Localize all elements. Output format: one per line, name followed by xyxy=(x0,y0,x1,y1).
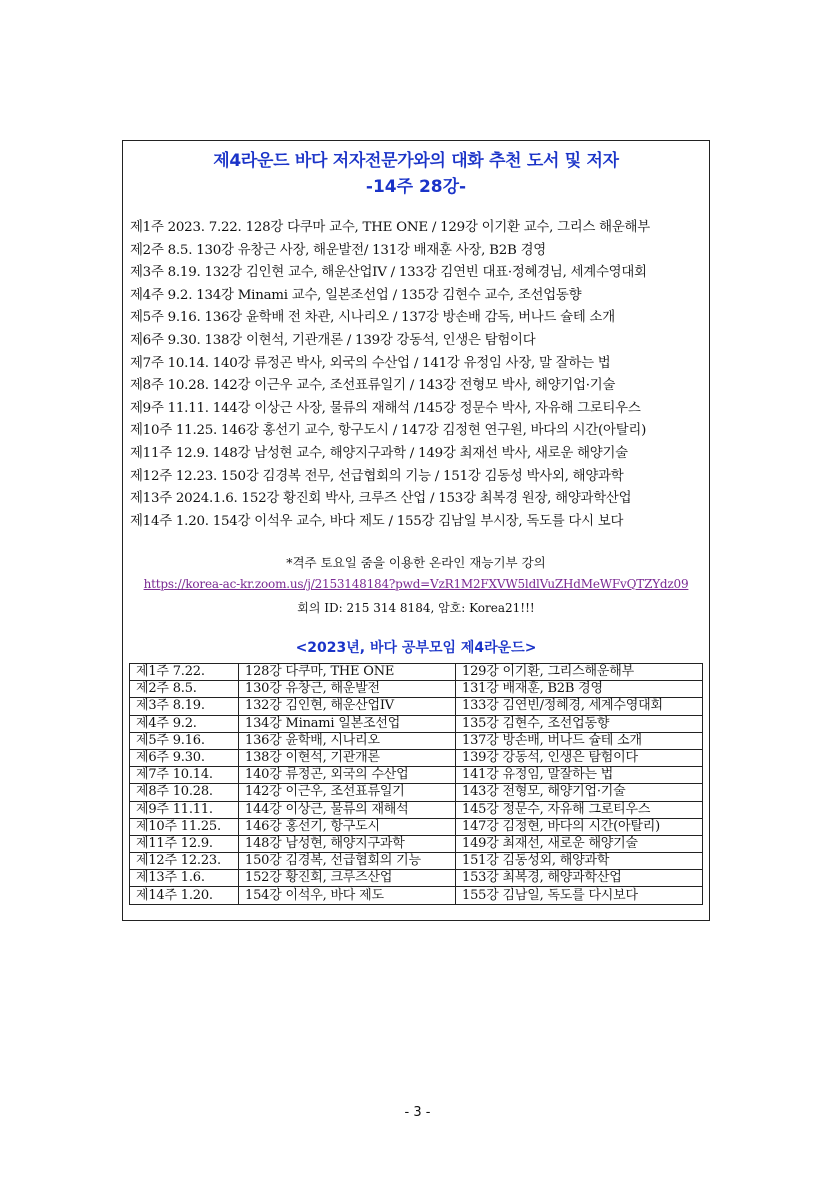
lecture-b-cell: 153강 최복경, 해양과학산업 xyxy=(456,870,703,887)
schedule-line: 제13주 2024.1.6. 152강 황진회 박사, 크루즈 산업 / 153강 최복경 원장, 해양과학산업 xyxy=(130,491,632,507)
week-cell: 제5주 9.16. xyxy=(130,732,239,749)
lecture-a-cell: 130강 유창근, 해운발전 xyxy=(239,681,456,698)
table-row xyxy=(130,835,703,852)
table-row xyxy=(130,870,703,887)
zoom-link-row xyxy=(123,576,709,591)
table-row xyxy=(130,767,703,784)
table-row xyxy=(130,784,703,801)
table-row xyxy=(130,698,703,715)
week-cell: 제11주 12.9. xyxy=(130,835,239,852)
document-subtitle: -14주 28강- xyxy=(365,177,467,197)
week-cell: 제2주 8.5. xyxy=(130,681,239,698)
week-cell: 제9주 11.11. xyxy=(130,801,239,818)
lecture-b-cell: 129강 이기환, 그리스해운해부 xyxy=(456,664,703,681)
lecture-b-cell: 141강 유정임, 말잘하는 법 xyxy=(456,767,703,784)
schedule-table xyxy=(129,663,703,905)
schedule-line: 제1주 2023. 7.22. 128강 다쿠마 교수, THE ONE / 129강 이기환 교수, 그리스 해운해부 xyxy=(130,220,650,235)
lecture-b-cell: 145강 정문수, 자유해 그로티우스 xyxy=(456,801,703,818)
week-cell: 제12주 12.23. xyxy=(130,853,239,870)
lecture-b-cell: 143강 전형모, 해양기업·기술 xyxy=(456,784,703,801)
lecture-b-cell: 151강 김동성외, 해양과학 xyxy=(456,853,703,870)
schedule-line: 제14주 1.20. 154강 이석우 교수, 바다 제도 / 155강 김남일 부시장, 독도를 다시 보다 xyxy=(130,513,624,529)
lecture-b-cell: 137강 방손배, 버나드 슐테 소개 xyxy=(456,732,703,749)
schedule-line: 제12주 12.23. 150강 김경복 전무, 선급협회의 기능 / 151강 김동성 박사외, 해양과학 xyxy=(130,468,624,484)
lecture-a-cell: 134강 Minami 일본조선업 xyxy=(239,715,456,732)
document-title: 제4라운드 바다 저자전문가와의 대화 추천 도서 및 저자 xyxy=(213,151,619,171)
lecture-b-cell: 139강 강동석, 인생은 탐험이다 xyxy=(456,749,703,766)
document-frame xyxy=(122,140,710,921)
week-cell: 제14주 1.20. xyxy=(130,887,239,904)
schedule-line: 제10주 11.25. 146강 홍선기 교수, 항구도시 / 147강 김정현 연구원, 바다의 시간(아탈리) xyxy=(130,423,647,439)
schedule-line: 제6주 9.30. 138강 이현석, 기관개론 / 139강 강동석, 인생은 탐험이다 xyxy=(130,332,536,348)
schedule-line: 제9주 11.11. 144강 이상근 사장, 물류의 재해석 /145강 정문수 박사, 자유해 그로티우스 xyxy=(130,400,641,416)
week-cell: 제10주 11.25. xyxy=(130,818,239,835)
lecture-b-cell: 135강 김현수, 조선업동향 xyxy=(456,715,703,732)
lecture-b-cell: 131강 배재훈, B2B 경영 xyxy=(456,681,703,698)
table-row xyxy=(130,664,703,681)
lecture-a-cell: 128강 다쿠마, THE ONE xyxy=(239,664,456,681)
week-cell: 제13주 1.6. xyxy=(130,870,239,887)
schedule-line: 제2주 8.5. 130강 유창근 사장, 해운발전/ 131강 배재훈 사장, B2B 경영 xyxy=(130,242,546,258)
schedule-line: 제7주 10.14. 140강 류정곤 박사, 외국의 수산업 / 141강 유정임 사장, 말 잘하는 법 xyxy=(130,355,611,371)
table-row xyxy=(130,887,703,904)
schedule-line: 제5주 9.16. 136강 윤학배 전 차관, 시나리오 / 137강 방손배 감독, 버나드 슐테 소개 xyxy=(130,310,615,326)
lecture-b-cell: 149강 최재선, 새로운 해양기술 xyxy=(456,835,703,852)
lecture-a-cell: 150강 김경복, 선급협회의 기능 xyxy=(239,853,456,870)
table-row xyxy=(130,801,703,818)
meeting-info: 회의 ID: 215 314 8184, 암호: Korea21!!! xyxy=(297,601,535,615)
page-number: - 3 - xyxy=(404,1105,431,1120)
week-cell: 제7주 10.14. xyxy=(130,767,239,784)
table-row xyxy=(130,749,703,766)
lecture-b-cell: 155강 김남일, 독도를 다시보다 xyxy=(456,887,703,904)
week-cell: 제3주 8.19. xyxy=(130,698,239,715)
schedule-line: 제8주 10.28. 142강 이근우 교수, 조선표류일기 / 143강 전형모 박사, 해양기업·기술 xyxy=(130,378,616,394)
table-row xyxy=(130,853,703,870)
schedule-line: 제3주 8.19. 132강 김인현 교수, 해운산업IV / 133강 김연빈 대표·정혜경님, 세계수영대회 xyxy=(130,265,647,281)
lecture-b-cell: 147강 김정현, 바다의 시간(아탈리) xyxy=(456,818,703,835)
online-notice: *격주 토요일 줌을 이용한 온라인 재능기부 강의 xyxy=(286,555,546,570)
lecture-a-cell: 140강 류정곤, 외국의 수산업 xyxy=(239,767,456,784)
week-cell: 제1주 7.22. xyxy=(130,664,239,681)
schedule-line: 제4주 9.2. 134강 Minami 교수, 일본조선업 / 135강 김현수 교수, 조선업동향 xyxy=(130,287,582,303)
lecture-a-cell: 144강 이상근, 물류의 재해석 xyxy=(239,801,456,818)
table-row xyxy=(130,715,703,732)
week-cell: 제6주 9.30. xyxy=(130,749,239,766)
lecture-a-cell: 138강 이현석, 기관개론 xyxy=(239,749,456,766)
table-row xyxy=(130,732,703,749)
lecture-b-cell: 133강 김연빈/정혜경, 세계수영대회 xyxy=(456,698,703,715)
week-cell: 제8주 10.28. xyxy=(130,784,239,801)
lecture-a-cell: 154강 이석우, 바다 제도 xyxy=(239,887,456,904)
table-row xyxy=(130,818,703,835)
lecture-a-cell: 146강 홍선기, 항구도시 xyxy=(239,818,456,835)
table-title: <2023년, 바다 공부모임 제4라운드> xyxy=(295,640,537,656)
schedule-line: 제11주 12.9. 148강 남성현 교수, 해양지구과학 / 149강 최재선 박사, 새로운 해양기술 xyxy=(130,445,628,461)
lecture-a-cell: 152강 황진회, 크루즈산업 xyxy=(239,870,456,887)
week-cell: 제4주 9.2. xyxy=(130,715,239,732)
lecture-a-cell: 142강 이근우, 조선표류일기 xyxy=(239,784,456,801)
lecture-a-cell: 132강 김인현, 해운산업IV xyxy=(239,698,456,715)
schedule-lines xyxy=(130,217,710,533)
lecture-a-cell: 148강 남성현, 해양지구과학 xyxy=(239,835,456,852)
zoom-link[interactable]: https://korea-ac-kr.zoom.us/j/2153148184?pwd=VzR1M2FXVW5ldlVuZHdMeWFvQTZYdz09 xyxy=(143,577,689,591)
table-row xyxy=(130,681,703,698)
lecture-a-cell: 136강 윤학배, 시나리오 xyxy=(239,732,456,749)
